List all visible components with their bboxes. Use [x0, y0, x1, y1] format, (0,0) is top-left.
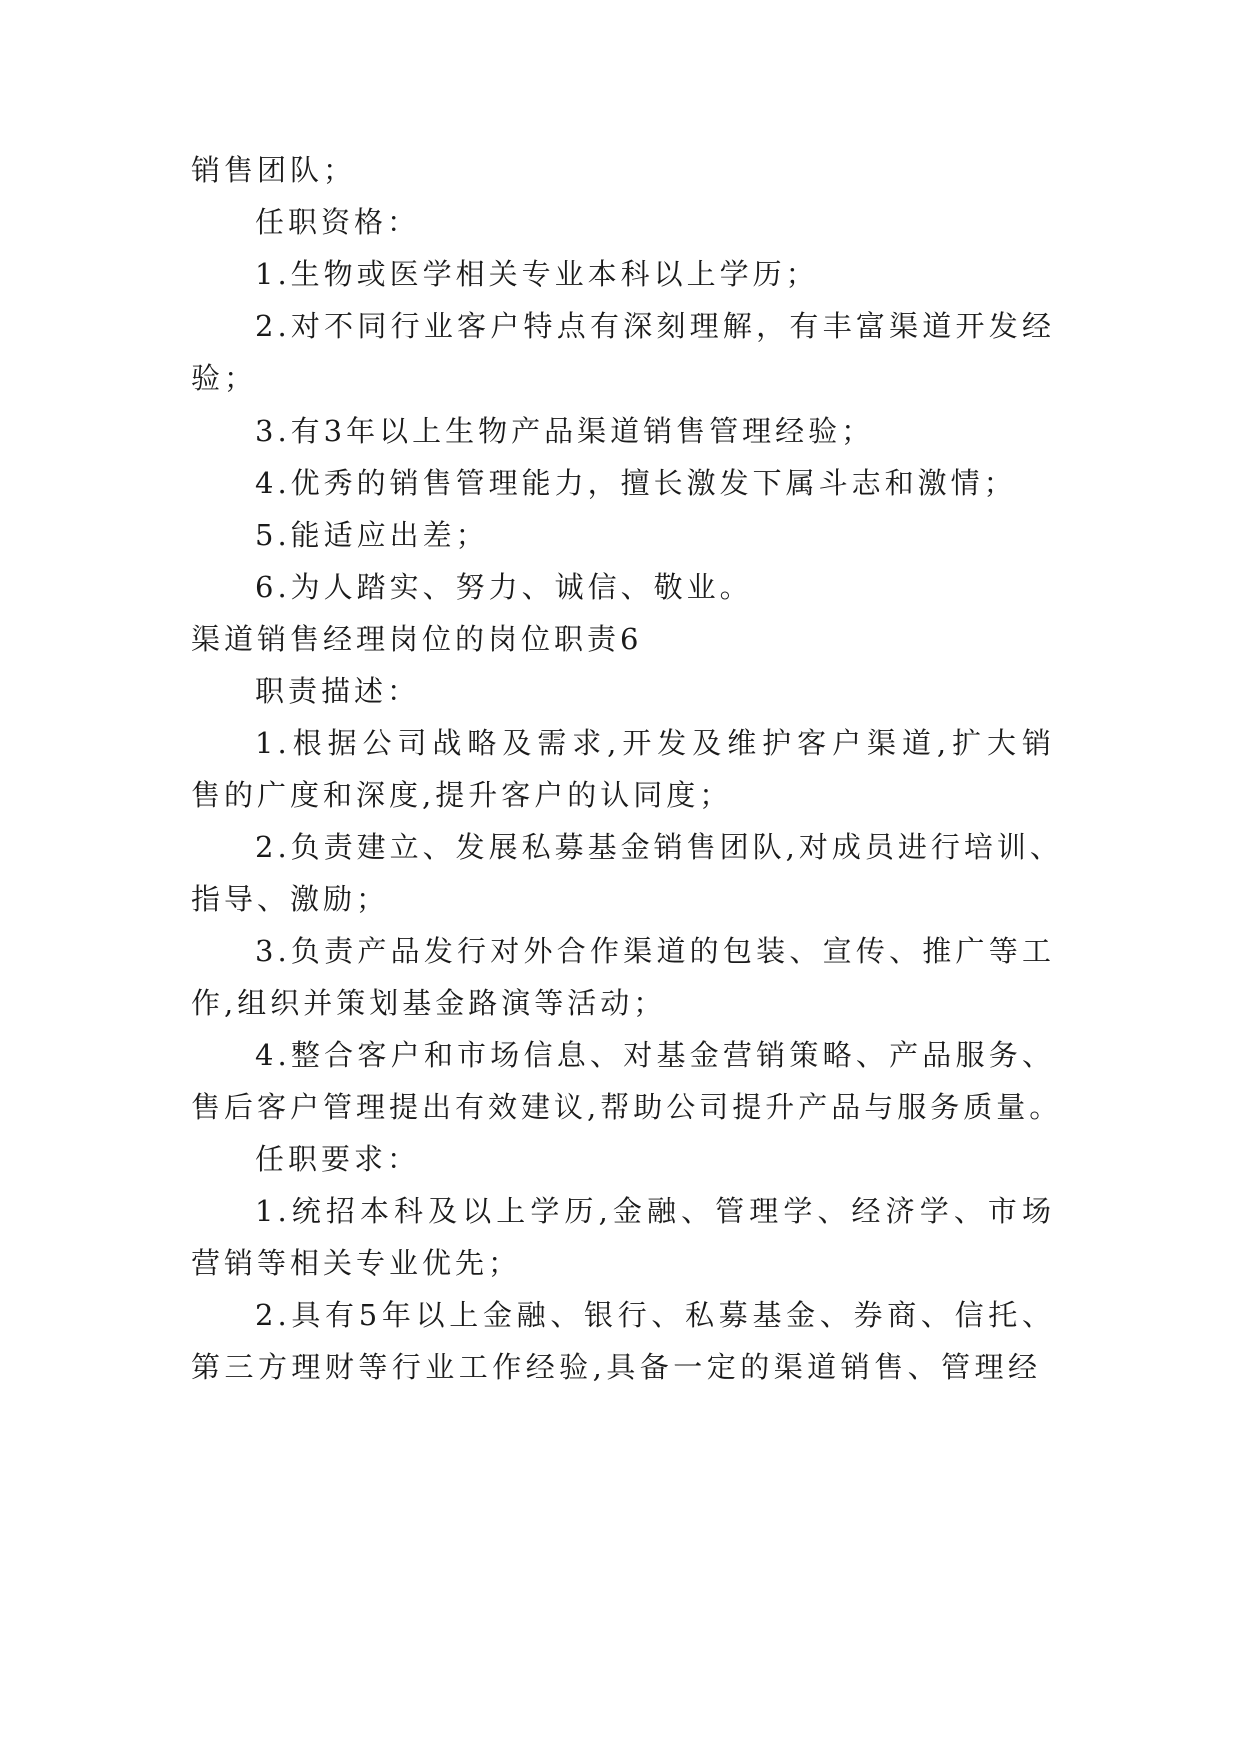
text-line: 指导、激励； [191, 882, 390, 916]
list-item: 2.对不同行业客户特点有深刻理解，有丰富渠道开发经 [255, 309, 1055, 343]
section-title: 渠道销售经理岗位的岗位职责6 [191, 622, 643, 656]
section-heading: 任职要求： [255, 1142, 421, 1176]
text-line: 验； [191, 361, 258, 395]
text-line: 销售团队； [191, 153, 357, 187]
list-item: 5.能适应出差； [255, 518, 489, 552]
list-item: 1.统招本科及以上学历,金融、管理学、经济学、市场 [255, 1194, 1055, 1228]
list-item: 6.为人踏实、努力、诚信、敬业。 [255, 570, 753, 604]
list-item: 3.有3年以上生物产品渠道销售管理经验； [255, 414, 875, 448]
section-heading: 职责描述： [255, 674, 421, 708]
text-line: 第三方理财等行业工作经验,具备一定的渠道销售、管理经 [191, 1350, 1041, 1384]
list-item: 1.生物或医学相关专业本科以上学历； [255, 257, 819, 291]
list-item: 2.具有5年以上金融、银行、私募基金、券商、信托、 [255, 1298, 1055, 1332]
text-line: 作,组织并策划基金路演等活动； [191, 986, 667, 1020]
list-item: 3.负责产品发行对外合作渠道的包装、宣传、推广等工 [255, 934, 1055, 968]
list-item: 2.负责建立、发展私募基金销售团队,对成员进行培训、 [255, 830, 1063, 864]
list-item: 4.整合客户和市场信息、对基金营销策略、产品服务、 [255, 1038, 1055, 1072]
text-line: 售的广度和深度,提升客户的认同度； [191, 778, 733, 812]
text-line: 营销等相关专业优先； [191, 1246, 522, 1280]
section-heading: 任职资格： [255, 205, 421, 239]
list-item: 4.优秀的销售管理能力，擅长激发下属斗志和激情； [255, 466, 1017, 500]
text-line: 售后客户管理提出有效建议,帮助公司提升产品与服务质量。 [191, 1090, 1063, 1124]
list-item: 1.根据公司战略及需求,开发及维护客户渠道,扩大销 [255, 726, 1055, 760]
